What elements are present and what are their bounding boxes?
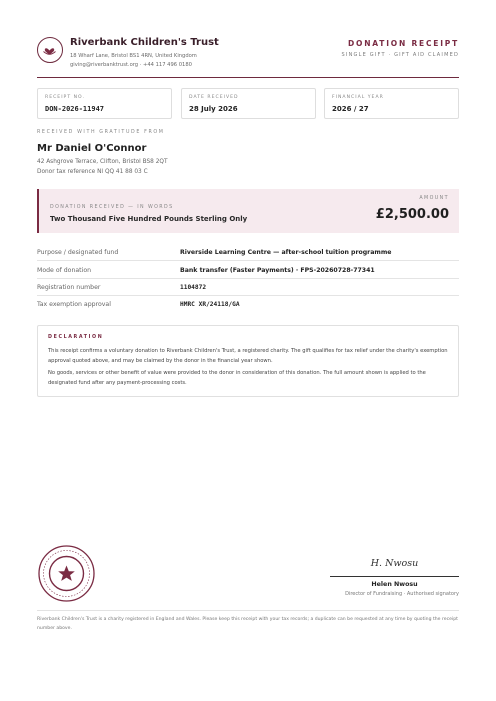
org-address: 18 Wharf Lane, Bristol BS1 4RN, United Kingdom xyxy=(70,53,197,59)
donor-tax-reference: Donor tax reference NI QQ 41 88 03 C xyxy=(37,169,148,175)
detail-value: HMRC XR/24118/GA xyxy=(180,301,240,308)
financial-year-label: FINANCIAL YEAR xyxy=(332,95,384,100)
detail-value: Riverside Learning Centre — after-school tuition programme xyxy=(180,249,392,256)
declaration-box xyxy=(37,325,459,397)
detail-row xyxy=(37,296,459,313)
signatory-name: Helen Nwosu xyxy=(371,581,418,588)
declaration-paragraph: This receipt confirms a voluntary donation to Riverbank Children's Trust, a registered charity. The gift qualifies for tax relief under the charity's exemption approval quoted above, and may be claimed by the donor in the financial year shown. xyxy=(48,348,448,364)
document-subtitle: SINGLE GIFT · GIFT AID CLAIMED xyxy=(341,52,459,58)
receipt-number-value: DON-2026-11947 xyxy=(45,105,105,113)
document-title: DONATION RECEIPT xyxy=(348,39,459,48)
date-received-value: 28 July 2026 xyxy=(189,105,238,113)
donor-name: Mr Daniel O'Connor xyxy=(37,143,147,154)
signature-line xyxy=(330,576,459,577)
star-seal-icon xyxy=(38,545,95,602)
declaration-heading: DECLARATION xyxy=(48,335,104,340)
amount-value: £2,500.00 xyxy=(375,207,449,222)
footer-divider xyxy=(37,610,459,611)
financial-year-box xyxy=(324,88,459,119)
footer-note: Riverbank Children's Trust is a charity registered in England and Wales. Please keep this receipt with your tax records; a duplicate can be requested at any time by quoting the receipt number above. xyxy=(37,617,458,631)
detail-row xyxy=(37,279,459,296)
detail-value: 1104872 xyxy=(180,284,207,291)
detail-row xyxy=(37,262,459,279)
date-received-box xyxy=(181,88,316,119)
receipt-number-label: RECEIPT NO. xyxy=(45,95,85,100)
org-name: Riverbank Children's Trust xyxy=(70,37,219,48)
detail-key: Registration number xyxy=(37,284,101,291)
header-divider xyxy=(37,77,459,78)
receipt-number-box xyxy=(37,88,172,119)
financial-year-value: 2026 / 27 xyxy=(332,105,369,113)
heart-hands-icon xyxy=(37,37,63,63)
donor-address: 42 Ashgrove Terrace, Clifton, Bristol BS8 2QT xyxy=(37,159,168,165)
detail-row xyxy=(37,244,459,261)
amount-label: AMOUNT xyxy=(419,196,449,201)
detail-key: Purpose / designated fund xyxy=(37,249,119,256)
donor-heading: RECEIVED WITH GRATITUDE FROM xyxy=(37,130,165,135)
amount-words-label: DONATION RECEIVED — IN WORDS xyxy=(50,205,174,210)
signatory-role: Director of Fundraising · Authorised signatory xyxy=(345,591,459,597)
org-contact: giving@riverbanktrust.org · +44 117 496 0180 xyxy=(70,62,192,68)
detail-value: Bank transfer (Faster Payments) · FPS-20260728-77341 xyxy=(180,267,375,274)
declaration-paragraph: No goods, services or other benefit of value were provided to the donor in consideration of this donation. The full amount shown is applied to the designated fund after any payment-processing costs. xyxy=(48,370,426,386)
detail-key: Mode of donation xyxy=(37,267,92,274)
date-received-label: DATE RECEIVED xyxy=(189,95,239,100)
amount-words: Two Thousand Five Hundred Pounds Sterling Only xyxy=(50,215,248,223)
amount-band xyxy=(37,189,459,233)
detail-key: Tax exemption approval xyxy=(37,301,111,308)
signature-script: H. Nwosu xyxy=(370,558,419,569)
